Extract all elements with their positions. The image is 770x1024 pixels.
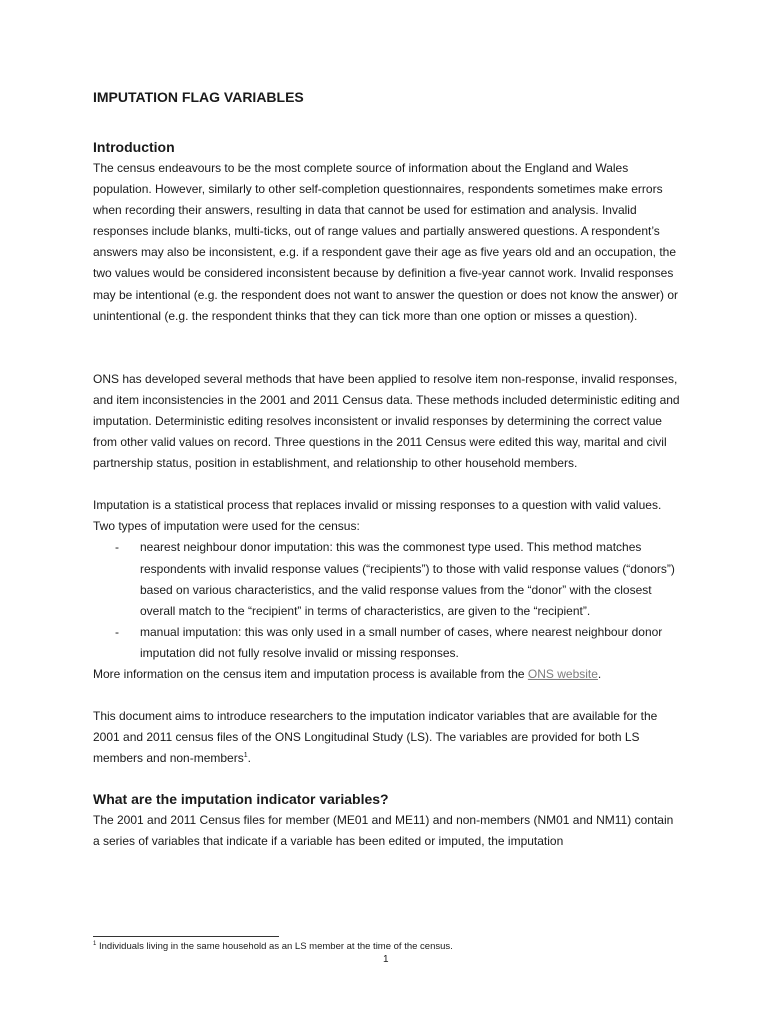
list-item-text: nearest neighbour donor imputation: this was the commonest type used. This method matches respondents with invalid response values (“recipients”) to those with valid response values (“donors”) based on various characteristics, and the valid response values from the “donor” with the closest overall match to the “recipient” in terms of characteristics, are given to the “recipient”. — [140, 540, 675, 618]
introduction-paragraph: The census endeavours to be the most complete source of information about the England and Wales population. However, similarly to other self-completion questionnaires, respondents sometimes make errors when recording their answers, resulting in data that cannot be used for estimation and analysis. Invalid responses include blanks, multi-ticks, out of range values and partially answered questions. A respondent’s answers may also be inconsistent, e.g. if a respondent gave their age as five years old and an occupation, the two values would be considered inconsistent because by definition a five-year cannot work. Invalid responses may be intentional (e.g. the respondent does not want to answer the question or does not know the answer) or unintentional (e.g. the respondent thinks that they can tick more than one option or misses a question). — [93, 161, 679, 323]
imputation-indicator-paragraph: The 2001 and 2011 Census files for member (ME01 and ME11) and non-members (NM01 and NM11) contain a series of variables that indicate if a variable has been edited or imputed, the imputation — [93, 813, 674, 849]
footnote-text: Individuals living in the same household as an LS member at the time of the census. — [96, 941, 453, 952]
footnote-divider — [93, 936, 279, 937]
imputation-indicator-heading: What are the imputation indicator variables? — [93, 791, 389, 808]
more-info-text: More information on the census item and imputation process is available from the — [93, 666, 528, 681]
list-bullet: - — [115, 540, 119, 555]
aims-paragraph — [93, 706, 683, 769]
imputation-types-list — [93, 537, 683, 664]
footnote — [93, 941, 453, 953]
ons-methods-paragraph: ONS has developed several methods that have been applied to resolve item non-response, invalid responses, and item inconsistencies in the 2001 and 2011 Census data. These methods included deterministic editing and imputation. Deterministic editing resolves inconsistent or invalid responses by determining the correct value from other valid values on record. Three questions in the 2011 Census were edited this way, marital and civil partnership status, position in establishment, and relationship to other household members. — [93, 371, 680, 471]
document-title: IMPUTATION FLAG VARIABLES — [93, 89, 304, 105]
list-item — [93, 537, 683, 621]
aims-text: This document aims to introduce researchers to the imputation indicator variables that are available for the 2001 and 2011 census files of the ONS Longitudinal Study (LS). The variables are provided for both LS members and non-members — [93, 709, 658, 766]
list-item-text: manual imputation: this was only used in a small number of cases, where nearest neighbour donor imputation did not fully resolve invalid or missing responses. — [140, 624, 663, 660]
list-bullet: - — [115, 624, 119, 639]
more-info-paragraph — [93, 664, 683, 685]
page-number: 1 — [383, 954, 389, 965]
footnote-reference[interactable]: 1 — [243, 752, 248, 760]
document-body — [93, 86, 683, 853]
imputation-paragraph: Imputation is a statistical process that replaces invalid or missing responses to a question with valid values. Two types of imputation were used for the census: — [93, 498, 662, 534]
ons-website-link[interactable]: ONS website — [527, 666, 598, 681]
more-info-suffix: . — [597, 666, 602, 681]
introduction-heading: Introduction — [93, 139, 175, 155]
list-item — [93, 622, 683, 664]
footnote-mark: 1 — [93, 940, 97, 947]
aims-suffix: . — [247, 751, 251, 766]
